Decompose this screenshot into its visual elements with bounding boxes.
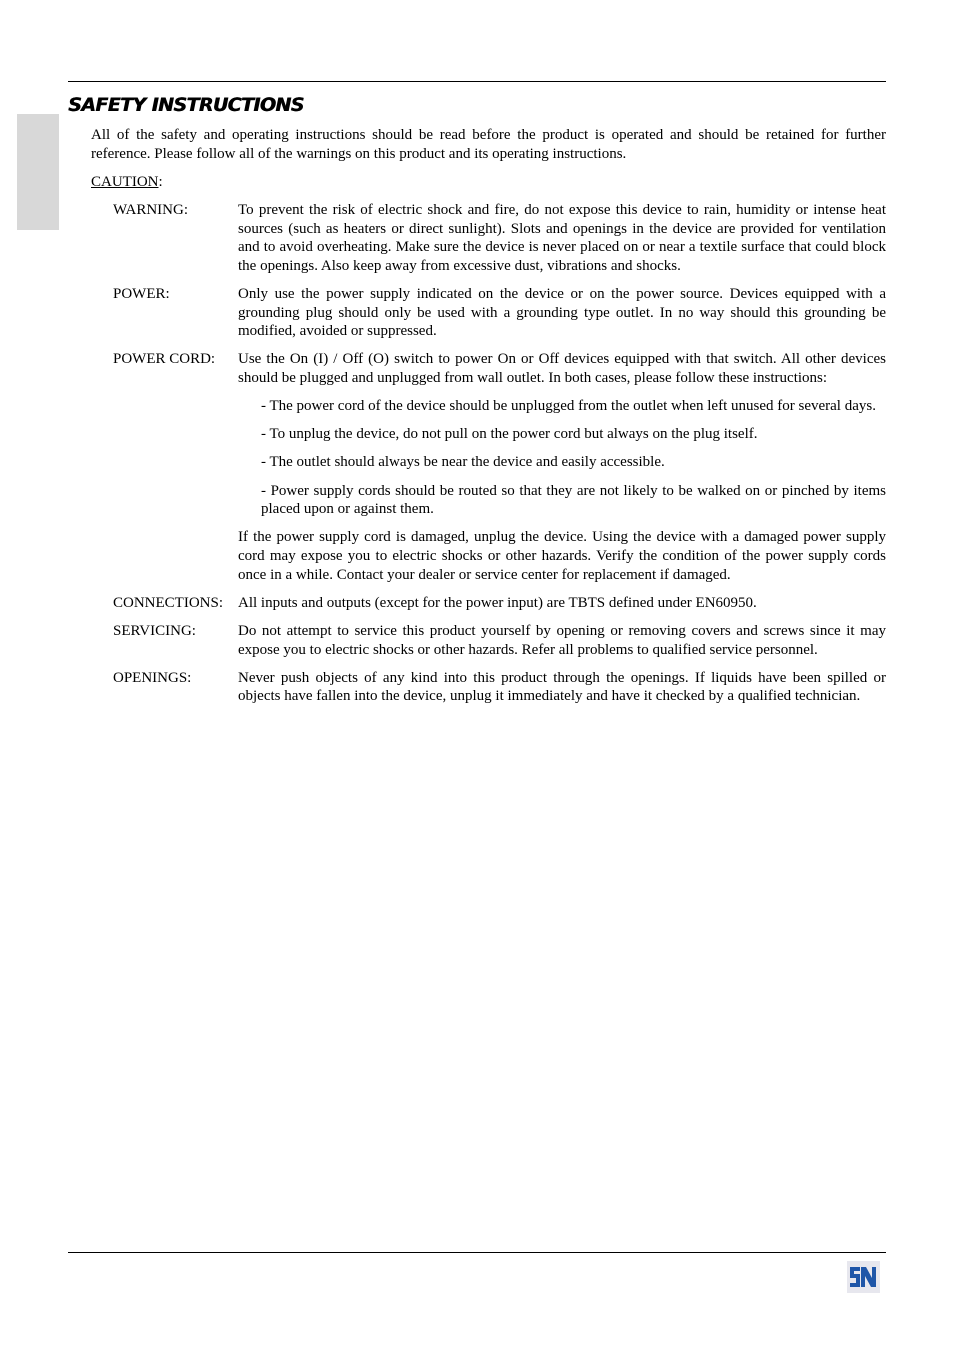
document-body (91, 126, 886, 716)
caution-label: CAUTION (91, 173, 159, 190)
caution-colon: : (158, 173, 163, 190)
instruction-label: CONNECTIONS: (113, 594, 224, 611)
instruction-text: Use the On (I) / Off (O) switch to power On or Off devices equipped with that switch. All other devices should be plugged and unplugged from wall outlet. In both cases, please follow these instructions: (238, 351, 886, 386)
instruction-body (238, 285, 886, 341)
instruction-servicing (113, 622, 886, 659)
instruction-label: OPENINGS: (113, 669, 192, 686)
instruction-body (238, 350, 886, 584)
instruction-warning (113, 201, 886, 275)
bullet-item: - To unplug the device, do not pull on the power cord but always on the plug itself. (261, 426, 758, 443)
instruction-power (113, 285, 886, 341)
header-rule (68, 81, 886, 82)
instruction-text: Only use the power supply indicated on the device or on the power source. Devices equipped with a grounding plug should only be used with a grounding type outlet. In no way should this grounding be modified, avoided or suppressed. (238, 285, 886, 340)
instruction-openings (113, 669, 886, 706)
caution-line (91, 173, 886, 192)
instruction-body (238, 594, 886, 613)
instruction-label: SERVICING: (113, 623, 196, 639)
page-title: SAFETY INSTRUCTIONS (68, 94, 304, 116)
brand-logo-mark (847, 1261, 880, 1293)
instruction-text: If the power supply cord is damaged, unplug the device. Using the device with a damaged power supply cord may expose you to electric shocks or other hazards. Verify the condition of the power supply cords once in a while. Contact your dealer or service center for replacement if damaged. (238, 529, 886, 583)
instruction-body (238, 669, 886, 706)
bullet-item: - Power supply cords should be routed so that they are not likely to be walked on or pinched by items placed upon or against them. (261, 482, 886, 518)
instruction-connections (113, 594, 886, 613)
brand-logo-icon (847, 1261, 880, 1293)
footer-rule (68, 1252, 886, 1253)
instruction-body (238, 201, 886, 275)
bullet-item: - The power cord of the device should be unplugged from the outlet when left unused for several days. (261, 398, 876, 415)
bullet-item: - The outlet should always be near the device and easily accessible. (261, 454, 665, 471)
instruction-label: WARNING: (113, 201, 188, 218)
instruction-text: Do not attempt to service this product yourself by opening or removing covers and screws since it may expose you to electric shocks or other hazards. Refer all problems to qualified service personnel. (238, 623, 886, 658)
instruction-body (238, 622, 886, 659)
instruction-label: POWER: (113, 285, 170, 302)
intro-paragraph: All of the safety and operating instructions should be read before the product is operated and should be retained for further reference. Please follow all of the warnings on this product and its operating instructions. (91, 127, 886, 162)
instruction-text: To prevent the risk of electric shock and fire, do not expose this device to rain, humidity or intense heat sources (such as heaters or direct sunlight). Slots and openings in the device are provided for ventilation and to avoid overheating. Make sure the device is never placed on or near a textile surface that could block the openings. Also keep away from excessive dust, vibrations and shocks. (238, 201, 886, 274)
instruction-label: POWER CORD: (113, 351, 216, 368)
instruction-text: All inputs and outputs (except for the power input) are TBTS defined under EN60950. (238, 594, 757, 611)
instruction-power-cord (113, 350, 886, 584)
instruction-text: Never push objects of any kind into this product through the openings. If liquids have been spilled or objects have fallen into the device, unplug it immediately and have it checked by a qualified technician. (238, 669, 886, 705)
side-tab-marker (17, 114, 59, 230)
